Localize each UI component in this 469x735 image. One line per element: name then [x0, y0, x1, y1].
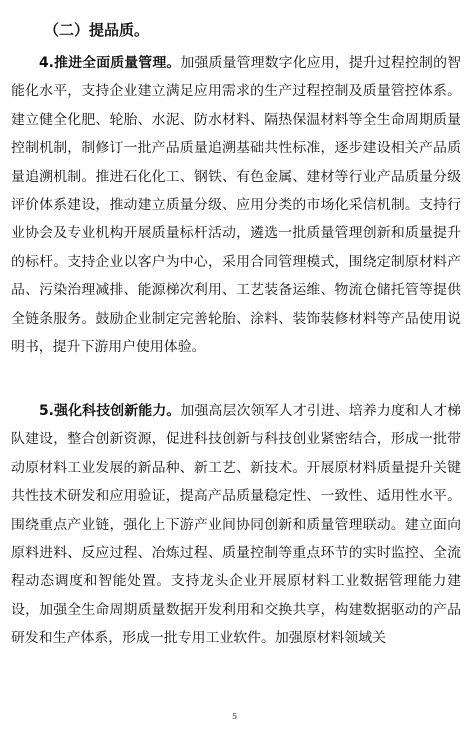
paragraph-lead-heading: 5.强化科技创新能力。 [39, 403, 181, 419]
paragraph-quality-management [11, 49, 461, 361]
paragraph-body-text: 加强质量管理数字化应用，提升过程控制的智能化水平，支持企业建立满足应用需求的生产过程控制及质量管控体系。建立健全化肥、轮胎、水泥、防水材料、隔热保温材料等全生命周期质量控制机制，制修订一批产品质量追溯基础共性标准，逐步建设相关产品质量追溯机制。推进石化化工、钢铁、有色金属、建材等行业产品质量分级评价体系建设，推动建立质量分级、应用分类的市场化采信机制。支持行业协会及专业机构开展质量标杆活动，遴选一批质量管理创新和质量提升的标杆。支持企业以客户为中心，采用合同管理模式，围绕定制原材料产品、污染治理减排、能源梯次利用、工艺装备运维、物流仓储托管等提供全链条服务。鼓励企业制定完善轮胎、涂料、装饰装修材料等产品使用说明书，提升下游用户使用体验。 [11, 55, 461, 356]
paragraph-body-text: 加强高层次领军人才引进、培养力度和人才梯队建设，整合创新资源，促进科技创新与科技创业紧密结合，形成一批带动原材料工业发展的新品种、新工艺、新技术。开展原材料质量提升关键共性技术研发和应用验证，提高产品质量稳定性、一致性、适用性水平。围绕重点产业链，强化上下游产业间协同创新和质量管理联动。建立面向原料进料、反应过程、冶炼过程、质量控制等重点环节的实时监控、全流程动态调度和智能处置。支持龙头企业开展原材料工业数据管理能力建设，加强全生命周期质量数据开发利用和交换共享，构建数据驱动的产品研发和生产体系，形成一批专用工业软件。加强原材料领域关 [11, 403, 461, 647]
paragraph-innovation-capability [11, 397, 461, 653]
page-number: 5 [231, 712, 238, 721]
paragraph-lead-heading: 4.推进全面质量管理。 [39, 55, 181, 71]
section-heading: （二）提品质。 [44, 21, 150, 39]
